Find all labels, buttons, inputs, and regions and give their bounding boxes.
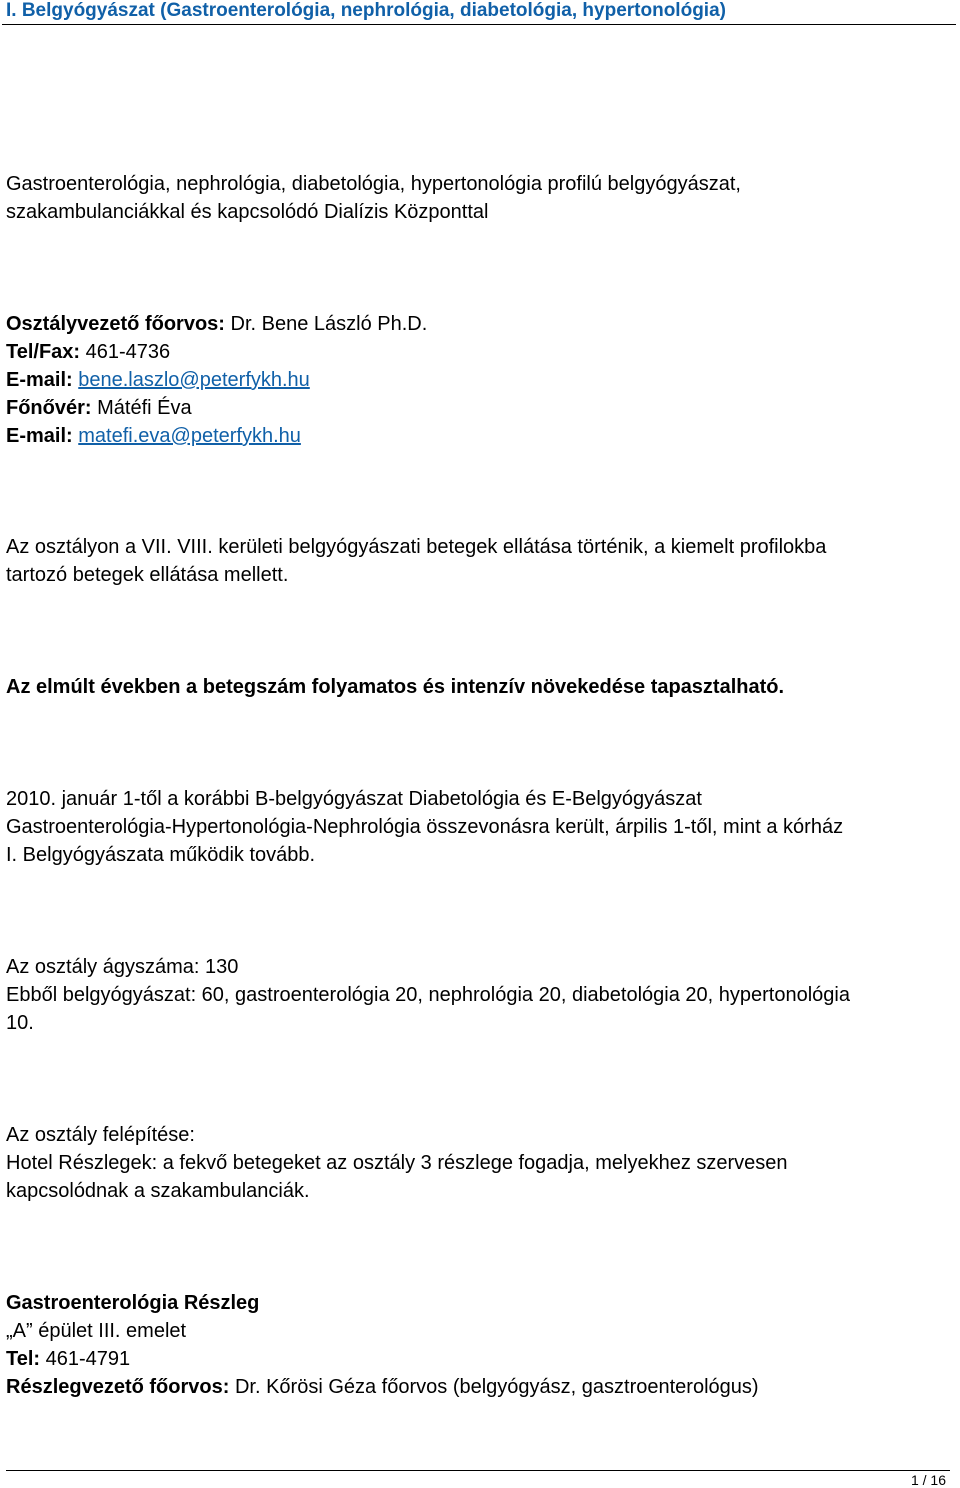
unit-head-label: Részlegvezető főorvos: <box>6 1376 230 1398</box>
tel-fax-row <box>6 338 951 366</box>
email-row-1 <box>6 366 951 394</box>
unit-tel-row <box>6 1345 951 1373</box>
merge-line-2: Gastroenterológia-Hypertonológia-Nephrológia összevonásra került, árpilis 1-től, mint a kórház <box>6 816 844 838</box>
intro-line-2: szakambulanciákkal és kapcsolódó Dialízis Központtal <box>6 201 489 223</box>
unit-block <box>6 1289 951 1401</box>
tel-fax-label: Tel/Fax: <box>6 341 81 363</box>
email-link-1[interactable]: bene.laszlo@peterfykh.hu <box>78 369 310 391</box>
unit-tel-value: 461-4791 <box>45 1348 131 1370</box>
district-line-1: Az osztályon a VII. VIII. kerületi belgyógyászati betegek ellátása történik, a kiemelt profilokba <box>6 536 827 558</box>
district-line-2: tartozó betegek ellátása mellett. <box>6 564 289 586</box>
unit-head-row <box>6 1373 951 1401</box>
structure-line-3: kapcsolódnak a szakambulanciák. <box>6 1180 310 1202</box>
email-link-2[interactable]: matefi.eva@peterfykh.hu <box>78 425 301 447</box>
head-physician-row <box>6 310 951 338</box>
structure-line-2: Hotel Részlegek: a fekvő betegeket az osztály 3 részlege fogadja, melyekhez szervesen <box>6 1152 788 1174</box>
unit-head-value: Dr. Kőrösi Géza főorvos (belgyógyász, gasztroenterológus) <box>234 1376 759 1398</box>
head-nurse-row <box>6 394 951 422</box>
unit-location: „A” épület III. emelet <box>6 1320 187 1342</box>
beds-line-1: Az osztály ágyszáma: 130 <box>6 956 239 978</box>
district-paragraph <box>6 533 951 589</box>
head-nurse-value: Mátéfi Éva <box>97 397 192 419</box>
intro-paragraph <box>6 170 951 226</box>
page-number: 1 / 16 <box>910 1472 946 1488</box>
unit-name: Gastroenterológia Részleg <box>6 1292 260 1314</box>
head-physician-value: Dr. Bene László Ph.D. <box>230 313 428 335</box>
merge-line-1: 2010. január 1-től a korábbi B-belgyógyászat Diabetológia és E-Belgyógyászat <box>6 788 702 810</box>
contact-block <box>6 310 951 450</box>
head-nurse-label: Főnővér: <box>6 397 92 419</box>
email-label-1: E-mail: <box>6 369 73 391</box>
growth-line: Az elmúlt években a betegszám folyamatos és intenzív növekedése tapasztalható. <box>6 676 785 698</box>
email-row-2 <box>6 422 951 450</box>
email-label-2: E-mail: <box>6 425 73 447</box>
merge-line-3: I. Belgyógyászata működik tovább. <box>6 844 316 866</box>
beds-line-2: Ebből belgyógyászat: 60, gastroenterológia 20, nephrológia 20, diabetológia 20, hypertonológia <box>6 984 850 1006</box>
structure-line-1: Az osztály felépítése: <box>6 1124 195 1146</box>
page-title: I. Belgyógyászat (Gastroenterológia, nephrológia, diabetológia, hypertonológia) <box>2 0 956 25</box>
merge-paragraph <box>6 785 951 869</box>
beds-paragraph <box>6 953 951 1037</box>
unit-tel-label: Tel: <box>6 1348 41 1370</box>
beds-line-3: 10. <box>6 1012 34 1034</box>
structure-paragraph <box>6 1121 951 1205</box>
head-physician-label: Osztályvezető főorvos: <box>6 313 225 335</box>
growth-statement <box>6 673 951 701</box>
tel-fax-value: 461-4736 <box>85 341 171 363</box>
footer-divider <box>6 1470 950 1471</box>
intro-line-1: Gastroenterológia, nephrológia, diabetológia, hypertonológia profilú belgyógyászat, <box>6 173 741 195</box>
